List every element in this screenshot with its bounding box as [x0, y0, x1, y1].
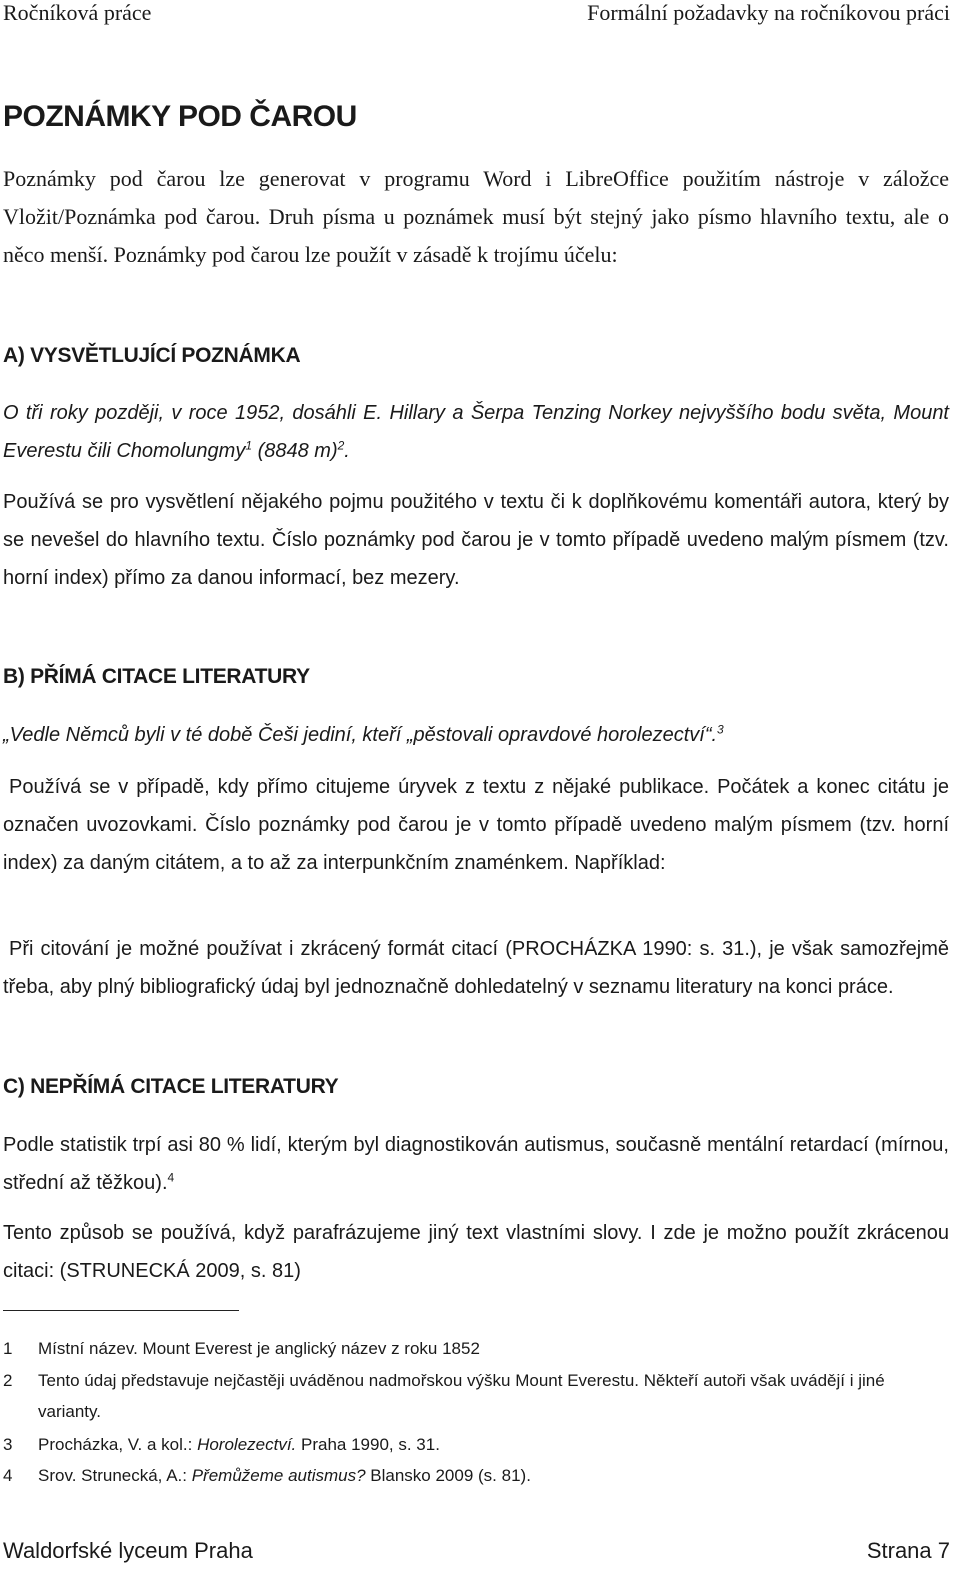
footnote-ref-4: 4	[167, 1170, 175, 1185]
footnote-text-post: Praha 1990, s. 31.	[296, 1435, 440, 1454]
footnote-item	[3, 1429, 949, 1460]
footnote-number: 3	[3, 1435, 13, 1454]
section-b-quote	[3, 716, 949, 754]
section-b-quote-text: „Vedle Němců byli v té době Češi jediní, kteří „pěstovali opravdové horolezectví“.	[3, 724, 718, 746]
section-a-heading: A) VYSVĚTLUJÍCÍ POZNÁMKA	[3, 344, 301, 367]
section-a-example	[3, 394, 949, 470]
footnote-item	[3, 1460, 949, 1491]
footnote-text-pre: Srov. Strunecká, A.:	[38, 1466, 192, 1485]
section-c-example	[3, 1126, 949, 1202]
footnote-number: 4	[3, 1466, 13, 1485]
footnote-text-italic: Horolezectví.	[197, 1435, 297, 1454]
footnote-text	[38, 1460, 918, 1491]
footnote-text-pre: Procházka, V. a kol.:	[38, 1435, 198, 1454]
section-c-explanation: Tento způsob se používá, když parafrázujeme jiný text vlastními slovy. I zde je možno použít zkrácenou citaci: (STRUNECKÁ 2009, s. 81)	[3, 1222, 949, 1282]
section-c-example-text: Podle statistik trpí asi 80 % lidí, kterým byl diagnostikován autismus, současně mentální retardací (mírnou, střední až těžkou).	[3, 1134, 949, 1194]
page-title: POZNÁMKY POD ČAROU	[3, 100, 357, 133]
footer-page-number: Strana 7	[866, 1538, 950, 1563]
footer-left: Waldorfské lyceum Praha	[3, 1538, 253, 1563]
intro-paragraph: Poznámky pod čarou lze generovat v programu Word i LibreOffice použitím nástroje v záložce Vložit/Poznámka pod čarou. Druh písma u poznámek musí být stejný jako písmo hlavního textu, ale o něco menší. Poznámky pod čarou lze použít v zásadě k trojímu účelu:	[3, 166, 949, 267]
header-left: Ročníková práce	[3, 0, 152, 25]
section-b-explanation: Používá se v případě, kdy přímo citujeme úryvek z textu z nějaké publikace. Počátek a konec citátu je označen uvozovkami. Číslo poznámky pod čarou je v tomto případě uvedeno malým písmem (tzv. horní index) za daným citátem, a to až za interpunkčním znaménkem. Například:	[3, 776, 949, 874]
footnote-text-post: Blansko 2009 (s. 81).	[365, 1466, 531, 1485]
footnote-ref-1: 1	[245, 438, 253, 453]
section-b-note: Při citování je možné používat i zkrácený formát citací (PROCHÁZKA 1990: s. 31.), je však samozřejmě třeba, aby plný bibliografický údaj byl jednoznačně dohledatelný v seznamu literatury na konci práce.	[3, 938, 949, 998]
footnote-item	[3, 1365, 949, 1427]
footnote-item	[3, 1333, 949, 1364]
footnote-ref-3: 3	[717, 722, 724, 737]
footnote-number: 1	[3, 1339, 13, 1358]
footnote-ref-2: 2	[337, 438, 345, 453]
section-a-example-text-2: (8848 m)	[252, 440, 338, 462]
header-right: Formální požadavky na ročníkovou práci	[587, 0, 950, 25]
section-a-example-text-3: .	[344, 440, 350, 462]
footnote-number: 2	[3, 1371, 13, 1390]
footnote-text-italic: Přemůžeme autismus?	[191, 1466, 366, 1485]
footnote-text: Místní název. Mount Everest je anglický název z roku 1852	[38, 1339, 480, 1358]
footnote-text	[38, 1429, 918, 1460]
footnote-text: Tento údaj představuje nejčastěji uváděnou nadmořskou výšku Mount Everestu. Někteří autoři však uvádějí i jiné varianty.	[38, 1371, 885, 1421]
footnote-separator	[3, 1310, 239, 1311]
section-a-explanation: Používá se pro vysvětlení nějakého pojmu použitého v textu či k doplňkovému komentáři autora, který by se nevešel do hlavního textu. Číslo poznámky pod čarou je v tomto případě uvedeno malým písmem (tzv. horní index) přímo za danou informací, bez mezery.	[3, 491, 949, 589]
section-c-heading: C) NEPŘÍMÁ CITACE LITERATURY	[3, 1075, 339, 1098]
section-a-example-text: O tři roky později, v roce 1952, dosáhli E. Hillary a Šerpa Tenzing Norkey nejvyššího bodu světa, Mount Everestu čili Chomolungmy	[3, 402, 949, 462]
section-b-heading: B) PŘÍMÁ CITACE LITERATURY	[3, 665, 310, 688]
